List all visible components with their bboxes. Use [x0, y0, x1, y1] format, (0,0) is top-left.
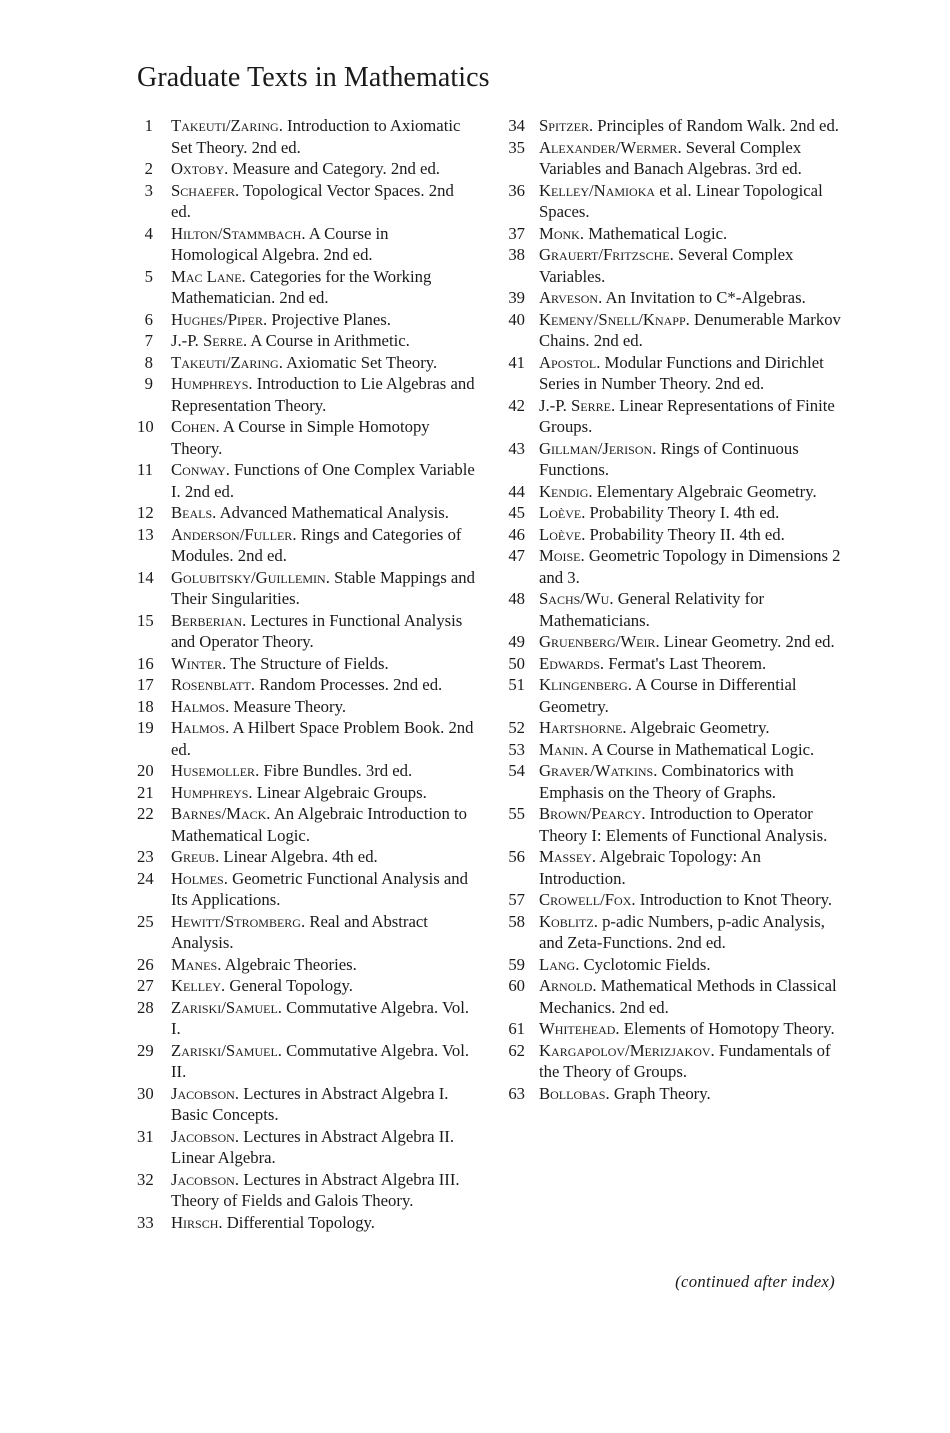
book-entry	[137, 373, 477, 416]
volume-number: 19	[137, 718, 154, 737]
book-entry	[137, 1212, 477, 1234]
book-entry	[137, 653, 477, 675]
book-author: Massey	[539, 847, 592, 866]
book-entry	[137, 158, 477, 180]
volume-number: 32	[137, 1169, 154, 1189]
book-author: Grauert/Fritzsche	[539, 245, 670, 264]
book-title: . Topological Vector Spaces. 2nd ed.	[171, 180, 454, 221]
book-entry	[505, 1040, 850, 1083]
book-title: . Commutative Algebra. Vol. I.	[171, 997, 470, 1038]
book-title: . A Course in Homological Algebra. 2nd ed.	[171, 223, 389, 264]
volume-number: 7	[144, 331, 153, 350]
volume-number: 41	[508, 352, 525, 372]
book-entry	[505, 631, 850, 653]
page-title: Graduate Texts in Mathematics	[137, 62, 490, 93]
book-author: Manes	[171, 954, 218, 974]
book-entry	[137, 502, 477, 524]
volume-number: 2	[144, 159, 153, 178]
volume-number: 4	[144, 223, 153, 243]
book-title: . p-adic Numbers, p-adic Analysis, and Zeta-Functions. 2nd ed.	[539, 911, 825, 952]
book-entry	[505, 975, 850, 1018]
book-entry	[137, 975, 477, 997]
volume-number: 43	[508, 438, 525, 458]
book-author: Humphreys	[171, 374, 249, 393]
book-author: Bollobas	[539, 1083, 606, 1103]
book-title: . Introduction to Knot Theory.	[631, 890, 833, 909]
volume-number: 25	[137, 911, 154, 931]
book-author: Takeuti/Zaring	[171, 352, 279, 372]
volume-number: 60	[508, 976, 525, 995]
volume-number: 14	[137, 567, 154, 587]
book-entry	[505, 846, 850, 889]
book-title: . Functions of One Complex Variable I. 2nd ed.	[171, 460, 475, 501]
book-author: Golubitsky/Guillemin	[171, 567, 326, 587]
book-entry	[137, 1083, 477, 1126]
book-title: . Probability Theory II. 4th ed.	[581, 524, 785, 544]
book-title: . A Course in Arithmetic.	[242, 331, 410, 350]
volume-number: 8	[144, 352, 153, 372]
volume-number: 3	[144, 180, 153, 200]
book-author: Edwards	[539, 653, 600, 673]
book-entry	[137, 330, 477, 352]
book-title: . Elements of Homotopy Theory.	[615, 1019, 835, 1038]
volume-number: 15	[137, 610, 154, 630]
book-entry	[505, 674, 850, 717]
book-entry	[505, 524, 850, 546]
volume-number: 24	[137, 868, 154, 888]
book-author: Cohen	[171, 417, 216, 436]
book-entry	[137, 416, 477, 459]
right-column-list	[505, 115, 850, 1104]
volume-number: 17	[137, 675, 154, 694]
volume-number: 62	[508, 1040, 525, 1060]
book-entry	[137, 115, 477, 158]
book-author: Sachs/Wu	[539, 589, 610, 608]
book-entry	[137, 760, 477, 782]
book-title: . Several Complex Variables and Banach Algebras. 3rd ed.	[539, 137, 802, 178]
book-title: . Rings of Continuous Functions.	[539, 438, 799, 479]
book-author: Halmos	[171, 696, 226, 716]
book-title: . Lectures in Abstract Algebra I. Basic Concepts.	[171, 1083, 449, 1124]
book-entry	[505, 717, 850, 739]
book-author: Hirsch	[171, 1212, 219, 1232]
book-title: . A Course in Simple Homotopy Theory.	[171, 417, 430, 458]
volume-number: 38	[508, 245, 525, 264]
continued-note: (continued after index)	[675, 1272, 835, 1291]
volume-number: 5	[144, 266, 153, 286]
book-author: Takeuti/Zaring	[171, 116, 279, 135]
book-author: J.-P. Serre	[539, 395, 611, 415]
book-entry	[137, 610, 477, 653]
book-author: Hughes/Piper	[171, 309, 263, 329]
book-author: Anderson/Fuller	[171, 524, 293, 544]
book-title: . Introduction to Lie Algebras and Representation Theory.	[171, 374, 475, 415]
book-entry	[137, 997, 477, 1040]
book-title: . A Course in Differential Geometry.	[539, 675, 797, 716]
book-author: Humphreys	[171, 782, 249, 802]
volume-number: 28	[137, 997, 154, 1017]
book-title: . An Invitation to C*-Algebras.	[598, 288, 806, 307]
book-author: Arveson	[539, 288, 599, 307]
book-title: . Principles of Random Walk. 2nd ed.	[588, 116, 839, 135]
book-title: . Linear Representations of Finite Groups.	[539, 395, 835, 436]
book-title: . Rings and Categories of Modules. 2nd ed.	[171, 524, 462, 565]
book-title: . Fermat's Last Theorem.	[599, 653, 767, 673]
book-title: . Denumerable Markov Chains. 2nd ed.	[539, 309, 841, 350]
book-entry	[137, 1126, 477, 1169]
book-author: Crowell/Fox	[539, 890, 632, 909]
book-author: Zariski/Samuel	[171, 997, 278, 1017]
book-entry	[137, 846, 477, 868]
book-author: Arnold	[539, 976, 593, 995]
volume-number: 16	[137, 653, 154, 673]
book-title: . Introduction to Operator Theory I: Elements of Functional Analysis.	[539, 804, 828, 845]
book-title: . Geometric Functional Analysis and Its Applications.	[171, 868, 468, 909]
book-entry	[505, 223, 850, 245]
volume-number: 31	[137, 1126, 154, 1146]
volume-number: 52	[508, 718, 525, 737]
book-entry	[137, 352, 477, 374]
book-title: . Categories for the Working Mathematician. 2nd ed.	[171, 266, 432, 307]
book-title: . Axiomatic Set Theory.	[278, 352, 438, 372]
volume-number: 9	[144, 374, 153, 393]
volume-number: 54	[508, 761, 525, 780]
book-title: . Several Complex Variables.	[539, 245, 794, 286]
volume-number: 11	[137, 460, 154, 479]
book-title: . Cyclotomic Fields.	[575, 954, 711, 974]
book-title: . Linear Algebra. 4th ed.	[215, 847, 378, 866]
book-entry	[137, 180, 477, 223]
volume-number: 30	[137, 1083, 154, 1103]
volume-number: 6	[144, 309, 153, 329]
book-title: . General Relativity for Mathematicians.	[539, 589, 765, 630]
book-author: Barnes/Mack	[171, 804, 267, 823]
book-author: Monk	[539, 223, 580, 243]
book-title: . Fundamentals of the Theory of Groups.	[539, 1040, 831, 1081]
book-entry	[137, 524, 477, 567]
volume-number: 35	[508, 137, 525, 157]
book-entry	[505, 760, 850, 803]
book-title: . The Structure of Fields.	[222, 653, 389, 673]
book-author: Husemoller	[171, 761, 256, 780]
book-entry	[505, 244, 850, 287]
book-entry	[505, 309, 850, 352]
volume-number: 61	[508, 1019, 525, 1038]
volume-number: 49	[508, 632, 525, 651]
book-entry	[505, 115, 850, 137]
book-entry	[505, 545, 850, 588]
book-author: Jacobson	[171, 1083, 235, 1103]
book-author: Zariski/Samuel	[171, 1040, 278, 1060]
book-author: Hewitt/Stromberg	[171, 911, 301, 931]
book-entry	[505, 803, 850, 846]
book-author: Holmes	[171, 868, 224, 888]
book-title: . Algebraic Geometry.	[622, 718, 770, 737]
book-author: Klingenberg	[539, 675, 628, 694]
book-entry	[505, 588, 850, 631]
book-entry	[505, 180, 850, 223]
book-title: . Algebraic Topology: An Introduction.	[539, 847, 761, 888]
book-entry	[137, 782, 477, 804]
book-title: . Commutative Algebra. Vol. II.	[171, 1040, 470, 1081]
book-author: Kemeny/Snell/Knapp	[539, 309, 686, 329]
book-entry	[137, 1040, 477, 1083]
book-entry	[505, 653, 850, 675]
book-title: . Mathematical Logic.	[579, 223, 728, 243]
book-entry	[137, 1169, 477, 1212]
book-entry	[505, 1018, 850, 1040]
book-entry	[137, 223, 477, 266]
book-title: . Modular Functions and Dirichlet Series in Number Theory. 2nd ed.	[539, 352, 824, 393]
volume-number: 45	[508, 503, 525, 522]
book-entry	[505, 481, 850, 503]
volume-number: 46	[508, 524, 525, 544]
volume-number: 50	[508, 653, 525, 673]
book-author: Kelley	[171, 976, 222, 995]
volume-number: 33	[137, 1212, 154, 1232]
volume-number: 59	[508, 954, 525, 974]
volume-number: 53	[508, 739, 525, 759]
volume-number: 13	[137, 524, 154, 544]
left-column-list	[137, 115, 477, 1233]
book-author: Moise	[539, 546, 581, 565]
book-title: et al. Linear Topological Spaces.	[539, 180, 823, 221]
book-title: . Graph Theory.	[605, 1083, 711, 1103]
volume-number: 10	[137, 417, 154, 436]
book-title: . Measure Theory.	[225, 696, 347, 716]
book-title: . Combinatorics with Emphasis on the Theory of Graphs.	[539, 761, 794, 802]
book-author: Jacobson	[171, 1169, 235, 1189]
book-title: . Real and Abstract Analysis.	[171, 911, 428, 952]
book-entry	[505, 502, 850, 524]
volume-number: 18	[137, 696, 154, 716]
book-entry	[137, 309, 477, 331]
book-author: Kendig	[539, 481, 589, 501]
volume-number: 58	[508, 911, 525, 931]
book-entry	[137, 674, 477, 696]
volume-number: 55	[508, 804, 525, 823]
book-entry	[137, 567, 477, 610]
book-title: . A Course in Mathematical Logic.	[583, 739, 815, 759]
book-title: . Linear Geometry. 2nd ed.	[655, 632, 835, 651]
book-title: . Geometric Topology in Dimensions 2 and 3.	[539, 546, 841, 587]
book-title: . Lectures in Abstract Algebra II. Linear Algebra.	[171, 1126, 455, 1167]
book-author: Conway	[171, 460, 226, 479]
book-entry	[505, 395, 850, 438]
volume-number: 48	[508, 589, 525, 608]
book-title: . Lectures in Functional Analysis and Operator Theory.	[171, 610, 463, 651]
volume-number: 34	[508, 116, 525, 135]
book-author: Hartshorne	[539, 718, 623, 737]
book-title: . A Hilbert Space Problem Book. 2nd ed.	[171, 718, 474, 759]
volume-number: 63	[508, 1083, 525, 1103]
book-title: . Measure and Category. 2nd ed.	[224, 159, 440, 178]
book-title: . Advanced Mathematical Analysis.	[212, 503, 449, 522]
book-title: . Introduction to Axiomatic Set Theory. 2nd ed.	[171, 116, 461, 157]
book-entry	[137, 717, 477, 760]
book-entry	[137, 266, 477, 309]
book-entry	[505, 739, 850, 761]
book-entry	[505, 954, 850, 976]
book-entry	[505, 911, 850, 954]
book-entry	[137, 459, 477, 502]
book-author: Gillman/Jerison	[539, 438, 653, 458]
book-entry	[505, 287, 850, 309]
book-title: . Mathematical Methods in Classical Mechanics. 2nd ed.	[539, 976, 837, 1017]
book-title: . An Algebraic Introduction to Mathematical Logic.	[171, 804, 467, 845]
volume-number: 26	[137, 954, 154, 974]
book-author: Spitzer	[539, 116, 589, 135]
book-entry	[505, 137, 850, 180]
book-title: . Probability Theory I. 4th ed.	[581, 503, 780, 522]
volume-number: 22	[137, 804, 154, 823]
volume-number: 39	[508, 288, 525, 307]
book-title: . Stable Mappings and Their Singularities.	[171, 567, 475, 608]
book-author: Beals	[171, 503, 213, 522]
volume-number: 44	[508, 481, 525, 501]
book-title: . Random Processes. 2nd ed.	[250, 675, 443, 694]
book-author: Jacobson	[171, 1126, 235, 1146]
book-author: Lang	[539, 954, 576, 974]
book-author: Brown/Pearcy	[539, 804, 642, 823]
book-entry	[137, 954, 477, 976]
book-author: Loève	[539, 503, 582, 522]
book-author: Rosenblatt	[171, 675, 251, 694]
book-title: . Algebraic Theories.	[217, 954, 357, 974]
book-entry	[505, 438, 850, 481]
book-author: Hilton/Stammbach	[171, 223, 302, 243]
book-author: J.-P. Serre	[171, 331, 243, 350]
book-entry	[137, 868, 477, 911]
book-entry	[505, 352, 850, 395]
volume-number: 47	[508, 546, 525, 565]
volume-number: 27	[137, 976, 154, 995]
book-title: . Lectures in Abstract Algebra III. Theory of Fields and Galois Theory.	[171, 1169, 460, 1210]
book-author: Halmos	[171, 718, 226, 737]
book-author: Gruenberg/Weir	[539, 632, 656, 651]
volume-number: 21	[137, 782, 154, 802]
book-entry	[137, 911, 477, 954]
book-author: Greub	[171, 847, 216, 866]
volume-number: 23	[137, 847, 154, 866]
book-author: Apostol	[539, 352, 597, 372]
book-author: Mac Lane	[171, 266, 242, 286]
volume-number: 56	[508, 847, 525, 866]
volume-number: 36	[508, 180, 525, 200]
book-entry	[137, 696, 477, 718]
book-author: Kargapolov/Merizjakov	[539, 1040, 711, 1060]
volume-number: 37	[508, 223, 525, 243]
book-title: . Differential Topology.	[218, 1212, 375, 1232]
volume-number: 12	[137, 503, 154, 522]
book-author: Loève	[539, 524, 582, 544]
book-title: . Projective Planes.	[262, 309, 391, 329]
volume-number: 42	[508, 395, 525, 415]
book-author: Oxtoby	[171, 159, 225, 178]
book-author: Schaefer	[171, 180, 235, 200]
book-author: Koblitz	[539, 911, 594, 931]
volume-number: 20	[137, 761, 154, 780]
book-title: . Fibre Bundles. 3rd ed.	[255, 761, 413, 780]
book-entry	[137, 803, 477, 846]
book-author: Whitehead	[539, 1019, 616, 1038]
book-author: Graver/Watkins	[539, 761, 654, 780]
book-title: . Linear Algebraic Groups.	[248, 782, 427, 802]
book-author: Manin	[539, 739, 584, 759]
book-author: Alexander/Wermer	[539, 137, 678, 157]
volume-number: 51	[508, 675, 525, 694]
book-author: Winter	[171, 653, 223, 673]
volume-number: 57	[508, 890, 525, 909]
volume-number: 40	[508, 309, 525, 329]
book-title: . General Topology.	[221, 976, 353, 995]
book-author: Kelley/Namioka	[539, 180, 656, 200]
volume-number: 1	[144, 116, 153, 135]
volume-number: 29	[137, 1040, 154, 1060]
book-entry	[505, 889, 850, 911]
book-entry	[505, 1083, 850, 1105]
book-title: . Elementary Algebraic Geometry.	[588, 481, 817, 501]
book-author: Berberian	[171, 610, 243, 630]
